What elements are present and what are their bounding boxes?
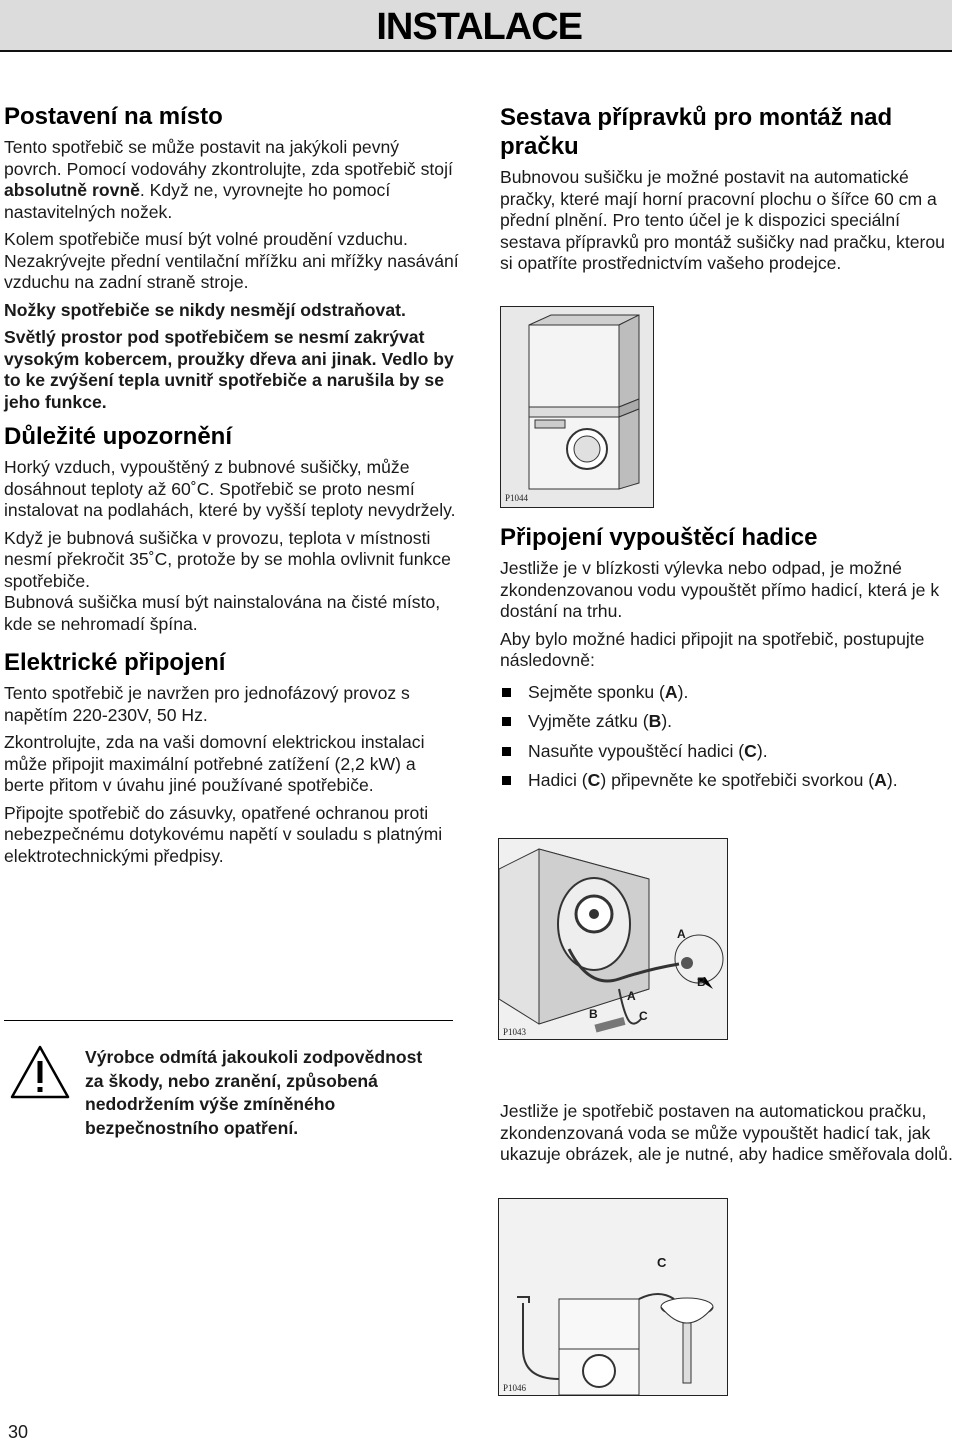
step-text-end: ). <box>756 740 768 761</box>
list-item <box>500 770 960 792</box>
placement-paragraph-3: Nožky spotřebiče se nikdy nesmějí odstraňovat. <box>4 299 406 320</box>
step-ref: C <box>587 770 601 790</box>
step-ref: C <box>744 740 757 761</box>
figure-stacking <box>500 306 654 508</box>
notice-paragraph-1: Horký vzduch, vypouštěný z bubnové sušičky, může dosáhnout teploty až 60˚C. Spotřebič se proto nesmí instalovat na podlahách, které by vyšší teploty nevydržely. <box>4 457 456 520</box>
notice-paragraph-3: Bubnová sušička musí být nainstalována na čisté místo, kde se nehromadí špína. <box>4 592 441 634</box>
figure-code: P1046 <box>503 1383 527 1393</box>
drain-steps <box>500 682 960 792</box>
stacking-paragraph: Bubnovou sušičku je možné postavit na automatické pračky, které mají horní pracovní plochu o šířce 60 cm a přední plnění. Pro tento účel je k dispozici speciální sestava přípravků pro montáž sušičky nad pračku, kterou si opatříte prostřednictvím vašeho prodejce. <box>500 167 945 273</box>
label-b-2: B <box>589 1007 598 1021</box>
step-text-end: ). <box>886 770 898 790</box>
figure-drain-hose <box>498 838 728 1040</box>
notice-paragraph-2: Když je bubnová sušička v provozu, teplota v místnosti nesmí překročit 35˚C, protože by se mohla ovlivnit funkce spotřebiče. <box>4 527 451 591</box>
condensate-section <box>500 1101 960 1172</box>
list-item <box>500 741 960 763</box>
drain-hose-illustration <box>499 839 727 1039</box>
stacking-illustration <box>501 307 653 507</box>
electrical-paragraph-2: Zkontrolujte, zda na vaši domovní elektrickou instalaci může připojit maximální potřebné zatížení (2,2 kW) a berte přitom v úvahu jiné používané spotřebiče. <box>4 732 425 795</box>
heading-drain-hose: Připojení vypouštěcí hadice <box>500 524 818 551</box>
page-title: INSTALACE <box>376 6 582 48</box>
heading-placement: Postavení na místo <box>4 103 223 130</box>
step-text: Hadici ( <box>528 770 588 790</box>
placement-paragraph-2: Kolem spotřebiče musí být volné proudění vzduchu. Nezakrývejte přední ventilační mřížku ani mřížky nasávání vzduchu na zadní straně stroje. <box>4 229 459 292</box>
bullet-icon <box>502 717 511 726</box>
condensate-illustration <box>499 1199 727 1395</box>
label-c: C <box>639 1009 648 1023</box>
heading-stacking-kit: Sestava přípravků pro montáž nad pračku <box>500 104 893 160</box>
placement-text-a: Tento spotřebič se může postavit na jakýkoli pevný povrch. Pomocí vodováhy zkontrolujte, zda spotřebič stojí <box>4 137 453 179</box>
warning-text: Výrobce odmítá jakoukoli zodpovědnost za škody, nebo zranění, způsobená nedodržením výše zmíněného bezpečnostního opatření. <box>85 1047 423 1138</box>
step-text-end: ). <box>677 681 689 702</box>
bullet-icon <box>502 688 511 697</box>
placement-text-c: . Když ne, vyrovnejte ho pomocí nastavitelných nožek. <box>4 180 391 222</box>
placement-paragraph-1 <box>4 137 459 223</box>
electrical-paragraph-1: Tento spotřebič je navržen pro jednofázový provoz s napětím 220-230V, 50 Hz. <box>4 683 410 725</box>
heading-important-notice: Důležité upozornění <box>4 423 232 450</box>
step-ref: A <box>664 681 678 702</box>
electrical-paragraph-3: Připojte spotřebič do zásuvky, opatřené ochranou proti nebezpečnému dotykovému napětí v souladu s platnými elektrotechnickými předpisy. <box>4 802 443 866</box>
left-column <box>4 103 459 873</box>
label-a-2: A <box>627 989 636 1003</box>
list-item <box>500 682 960 704</box>
heading-electrical: Elektrické připojení <box>4 649 226 676</box>
list-item <box>500 711 960 733</box>
step-text: Vyjměte zátku ( <box>528 711 649 731</box>
condensate-paragraph: Jestliže je spotřebič postaven na automatickou pračku, zkondenzovaná voda se může vypouštět hadicí tak, jak ukazuje obrázek, ale je nutné, aby hadice směřovala dolů. <box>500 1101 953 1164</box>
right-column <box>500 103 960 281</box>
step-ref-2: A <box>874 770 887 790</box>
label-c: C <box>657 1255 667 1270</box>
divider <box>4 1020 453 1021</box>
drain-section <box>500 524 960 800</box>
bullet-icon <box>502 747 511 756</box>
step-text-end: ). <box>661 711 673 731</box>
figure-code: P1044 <box>505 493 529 503</box>
placement-text-bold: absolutně rovně <box>4 180 140 200</box>
bullet-icon <box>502 776 511 785</box>
label-a: A <box>677 927 686 941</box>
step-ref: B <box>648 711 662 731</box>
figure-code: P1043 <box>503 1027 527 1037</box>
step-text: Nasuňte vypouštěcí hadici ( <box>528 740 745 761</box>
figure-condensate <box>498 1198 728 1396</box>
drain-paragraph-2: Aby bylo možné hadici připojit na spotřebič, postupujte následovně: <box>500 628 925 670</box>
warning-icon <box>10 1044 70 1100</box>
step-text-mid: ) připevněte ke spotřebiči svorkou ( <box>600 770 875 790</box>
placement-paragraph-4: Světlý prostor pod spotřebičem se nesmí zakrývat vysokým kobercem, proužky dřeva ani jinak. Vedlo by to ke zvýšení tepla uvnitř spotřebiče a narušila by se jeho funkce. <box>4 327 454 412</box>
drain-paragraph-1: Jestliže je v blízkosti výlevka nebo odpad, je možné zkondenzovanou vodu vypouštět přímo hadicí, která je k dostání na trhu. <box>500 558 940 621</box>
label-b: B <box>697 975 706 989</box>
step-text: Sejměte sponku ( <box>528 681 665 702</box>
page-number: 30 <box>8 1422 29 1442</box>
